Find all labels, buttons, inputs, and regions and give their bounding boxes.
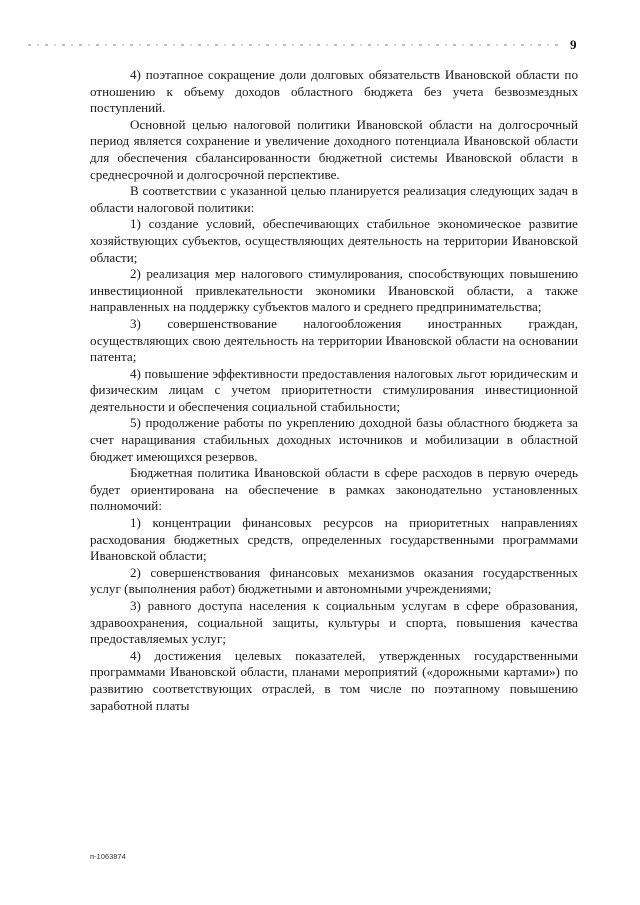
paragraph: 4) повышение эффективности предоставления налоговых льгот юридическим и физическим лицам с учетом приоритетности стимулирования инвестиционной деятельности и обеспечения социальной стабильности; — [90, 365, 578, 414]
paragraph: 4) достижения целевых показателей, утвержденных государственными программами Ивановской области, планами мероприятий («дорожными картами») по развитию соответствующих отраслей, в том числе по поэтапному повышению заработной платы — [90, 647, 578, 713]
page-number: 9 — [570, 37, 577, 52]
paragraph: 5) продолжение работы по укреплению доходной базы областного бюджета за счет наращивания стабильных доходных источников и мобилизации в областной бюджет имеющихся резервов. — [90, 415, 578, 464]
paragraph: 3) совершенствование налогообложения иностранных граждан, осуществляющих свою деятельность на территории Ивановской области на основании патента; — [90, 315, 578, 365]
paragraph: Бюджетная политика Ивановской области в сфере расходов в первую очередь будет ориентирована на обеспечение в рамках законодательно установленных полномочий: — [90, 465, 578, 514]
paragraph: 1) создание условий, обеспечивающих стабильное экономическое развитие хозяйствующих субъектов, осуществляющих деятельность на территории Ивановской области; — [90, 216, 578, 265]
document-body — [90, 67, 578, 714]
scan-artifact-line — [28, 44, 558, 46]
paragraph: Основной целью налоговой политики Ивановской области на долгосрочный период является сохранение и увеличение доходного потенциала Ивановской области для обеспечения сбалансированности бюджетной системы Ивановской области в среднесрочной и долгосрочной перспективе. — [90, 116, 578, 182]
paragraph: 2) реализация мер налогового стимулирования, способствующих повышению инвестиционной привлекательности экономики Ивановской области, а также направленных на поддержку субъектов малого и среднего предпринимательства; — [90, 266, 578, 315]
paragraph: 1) концентрации финансовых ресурсов на приоритетных направлениях расходования бюджетных средств, определенных государственными программами Ивановской области; — [90, 515, 578, 564]
document-code: п-1063874 — [90, 852, 126, 861]
paragraph: 3) равного доступа населения к социальным услугам в сфере образования, здравоохранения, социальной защиты, культуры и спорта, повышения качества предоставляемых услуг; — [90, 598, 578, 647]
paragraph: 2) совершенствования финансовых механизмов оказания государственных услуг (выполнения работ) бюджетными и автономными учреждениями; — [90, 564, 578, 597]
paragraph: В соответствии с указанной целью планируется реализация следующих задач в области налоговой политики: — [90, 183, 578, 215]
paragraph: 4) поэтапное сокращение доли долговых обязательств Ивановской области по отношению к объему доходов областного бюджета без учета безвозмездных поступлений. — [90, 67, 578, 116]
